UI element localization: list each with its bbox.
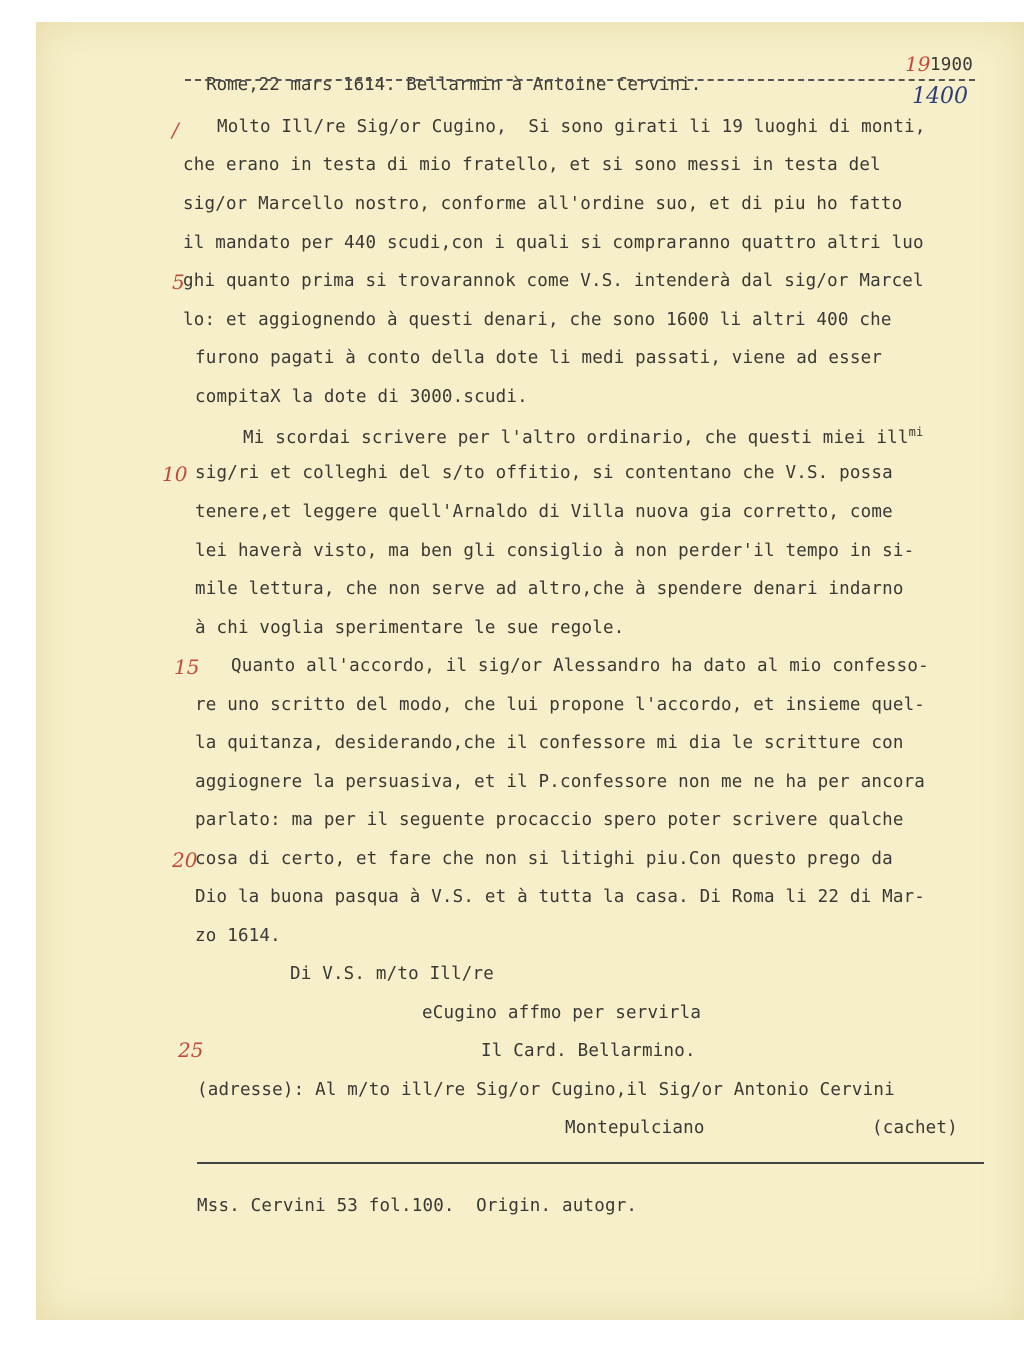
text-line: aggiognere la persuasiva, et il P.confessore non me ne ha per ancora — [195, 772, 926, 792]
address-place: Montepulciano — [565, 1118, 705, 1138]
text-line — [243, 425, 923, 448]
address-line: (adresse): Al m/to ill/re Sig/or Cugino,il Sig/or Antonio Cervini — [197, 1080, 895, 1100]
text-line: re uno scritto del modo, che lui propone l'accordo, et insieme quel- — [195, 695, 926, 715]
text-line: Quanto all'accordo, il sig/or Alessandro ha dato al mio confesso- — [231, 656, 929, 676]
folio-handwritten: 1400 — [912, 84, 968, 109]
text-line: sig/or Marcello nostro, conforme all'ordine suo, et di piu ho fatto — [183, 194, 903, 214]
closing-salutation: Di V.S. m/to Ill/re — [290, 964, 494, 984]
margin-number-20: 20 — [172, 848, 198, 872]
source-reference: Mss. Cervini 53 fol.100. Origin. autogr. — [197, 1196, 638, 1216]
text-line: furono pagati à conto della dote li medi passati, viene ad esser — [195, 348, 883, 368]
text-line: la quitanza, desiderando,che il confessore mi dia le scritture con — [195, 733, 904, 753]
text-line: Molto Ill/re Sig/or Cugino, Si sono girati li 19 luoghi di monti, — [217, 117, 926, 137]
text-line: ghi quanto prima si trovarannok come V.S. intenderà dal sig/or Marcel — [183, 271, 924, 291]
margin-number-1: / — [172, 118, 179, 142]
header-text: Rome,22 mars 1614. Bellarmin à Antoine Cervini. — [206, 75, 702, 95]
text-line: che erano in testa di mio fratello, et si sono messi in testa del — [183, 155, 881, 175]
text-line: tenere,et leggere quell'Arnaldo di Villa nuova gia corretto, come — [195, 502, 893, 522]
folio-number: 1900 — [930, 55, 973, 75]
signature: Il Card. Bellarmino. — [481, 1041, 696, 1061]
margin-number-5: 5 — [172, 270, 185, 294]
footer-rule — [197, 1162, 984, 1164]
text-line-content: Mi scordai scrivere per l'altro ordinario, che questi miei ill — [243, 428, 909, 448]
superscript: mi — [908, 425, 924, 439]
header-rule — [185, 79, 975, 81]
text-line: mile lettura, che non serve ad altro,che à spendere denari indarno — [195, 579, 904, 599]
margin-number-10: 10 — [162, 462, 188, 486]
margin-number-15: 15 — [174, 655, 200, 679]
text-line: il mandato per 440 scudi,con i quali si compraranno quattro altri luo — [183, 233, 924, 253]
document-header — [185, 55, 975, 95]
margin-number-25: 25 — [178, 1038, 204, 1062]
text-line: cosa di certo, et fare che non si litighi piu.Con questo prego da — [195, 849, 893, 869]
folio-red-mark: 19 — [905, 52, 931, 76]
closing-formula: eCugino affmo per servirla — [422, 1003, 702, 1023]
text-line: parlato: ma per il seguente procaccio spero poter scrivere qualche — [195, 810, 904, 830]
text-line: Dio la buona pasqua à V.S. et à tutta la casa. Di Roma li 22 di Mar- — [195, 887, 926, 907]
text-line: compitaX la dote di 3000.scudi. — [195, 387, 528, 407]
text-line: sig/ri et colleghi del s/to offitio, si contentano che V.S. possa — [195, 463, 893, 483]
text-line: zo 1614. — [195, 926, 281, 946]
seal-note: (cachet) — [872, 1118, 958, 1138]
text-line: lo: et aggiognendo à questi denari, che sono 1600 li altri 400 che — [183, 310, 892, 330]
text-line: lei haverà visto, ma ben gli consiglio à non perder'il tempo in si- — [195, 541, 915, 561]
text-line: à chi voglia sperimentare le sue regole. — [195, 618, 625, 638]
